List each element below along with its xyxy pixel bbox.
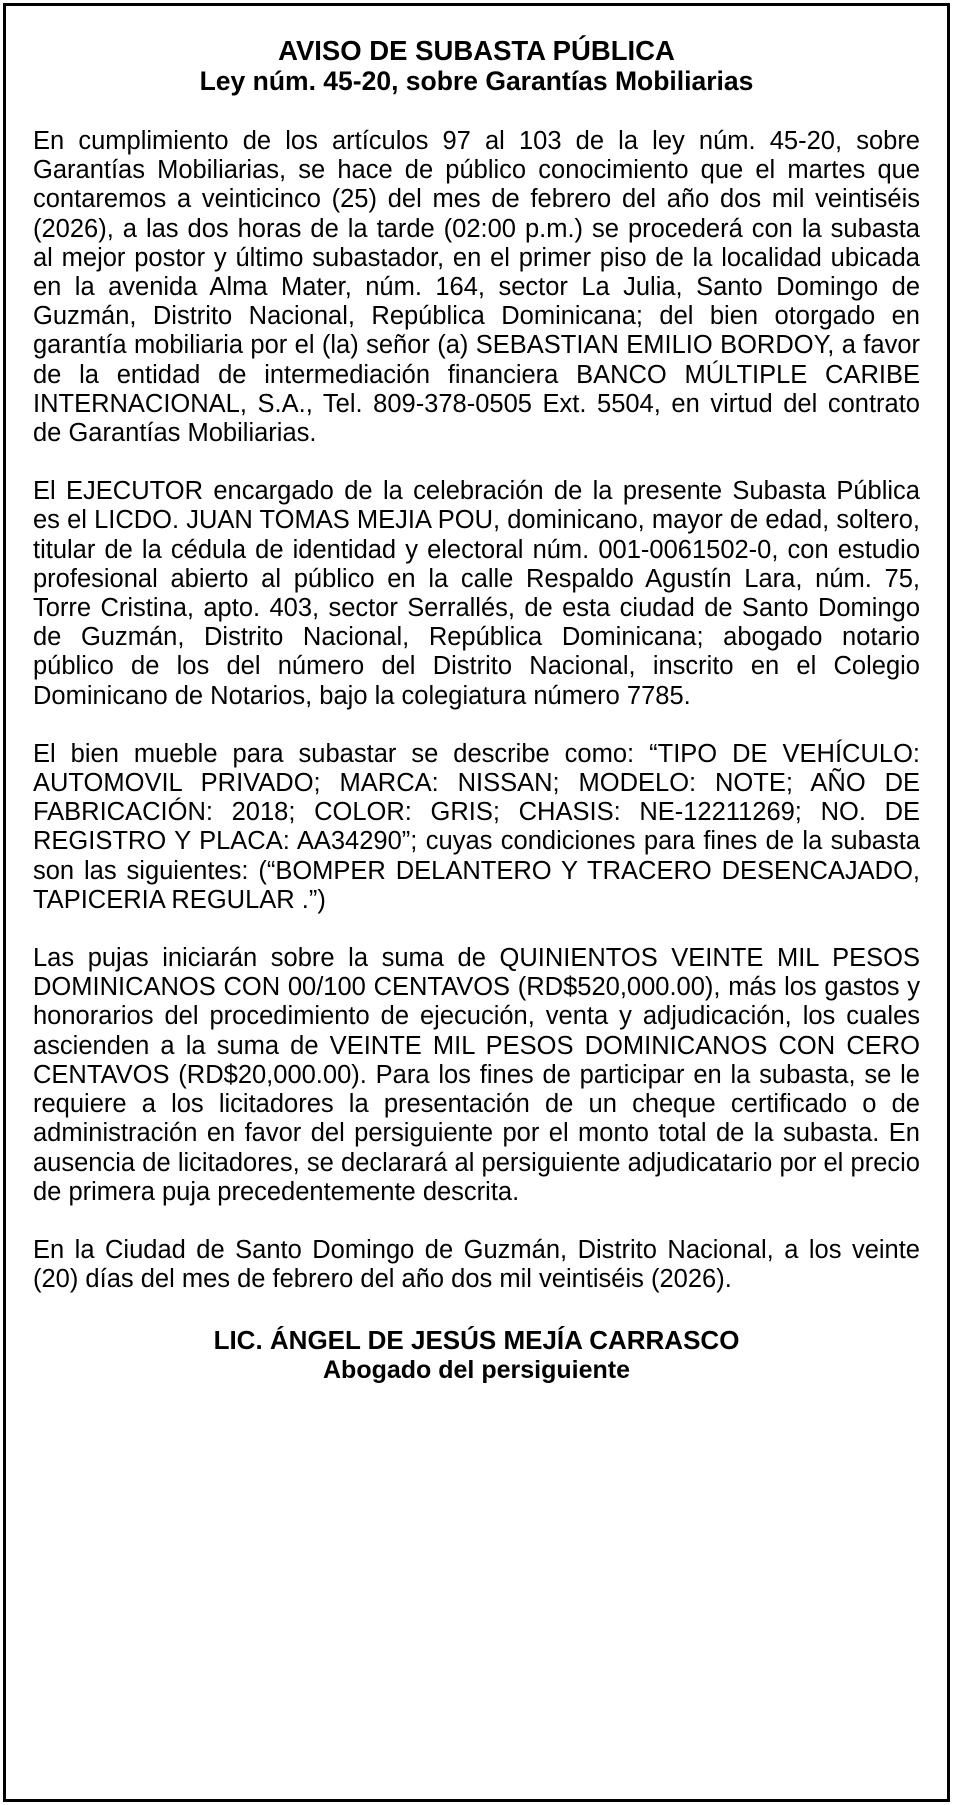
signature-name: LIC. ÁNGEL DE JESÚS MEJÍA CARRASCO [213,1325,740,1356]
paragraph-executor-details: El EJECUTOR encargado de la celebración de la presente Subasta Pública es el LICDO. JUAN TOMAS MEJIA POU, dominicano, mayor de edad, soltero, titular de la cédula de identidad y electoral núm. 001-0061502-0, con estudio profesional abierto al público en la calle Respaldo Agustín Lara, núm. 75, Torre Cristina, apto. 403, sector Serrallés, de esta ciudad de Santo Domingo de Guzmán, Distrito Nacional, República Dominicana; abogado notario público de los del número del Distrito Nacional, inscrito en el Colegio Dominicano de Notarios, bajo la colegiatura número 7785. [33,477,920,710]
signature-role: Abogado del persiguiente [323,1356,630,1385]
notice-title: AVISO DE SUBASTA PÚBLICA [278,35,675,66]
paragraph-date-place: En la Ciudad de Santo Domingo de Guzmán, Distrito Nacional, a los veinte (20) días del mes de febrero del año dos mil veintiséis (2026). [33,1235,920,1294]
paragraph-vehicle-description: El bien mueble para subastar se describe como: “TIPO DE VEHÍCULO: AUTOMOVIL PRIVADO; MARCA: NISSAN; MODELO: NOTE; AÑO DE FABRICACIÓN: 2018; COLOR: GRIS; CHASIS: NE-12211269; NO. DE REGISTRO Y PLACA: AA34290”; cuyas condiciones para fines de la subasta son las siguientes: (“BOMPER DELANTERO Y TRACERO DESENCAJADO, TAPICERIA REGULAR .”) [33,739,920,914]
signature-block [33,1325,920,1385]
paragraph-auction-announcement: En cumplimiento de los artículos 97 al 103 de la ley núm. 45-20, sobre Garantías Mobiliarias, se hace de público conocimiento que el martes que contaremos a veinticinco (25) del mes de febrero del año dos mil veintiséis (2026), a las dos horas de la tarde (02:00 p.m.) se procederá con la subasta al mejor postor y último subastador, en el primer piso de la localidad ubicada en la avenida Alma Mater, núm. 164, sector La Julia, Santo Domingo de Guzmán, Distrito Nacional, República Dominicana; del bien otorgado en garantía mobiliaria por el (la) señor (a) SEBASTIAN EMILIO BORDOY, a favor de la entidad de intermediación financiera BANCO MÚLTIPLE CARIBE INTERNACIONAL, S.A., Tel. 809-378-0505 Ext. 5504, en virtud del contrato de Garantías Mobiliarias. [33,127,920,448]
notice-page [3,3,950,1802]
paragraph-bidding-terms: Las pujas iniciarán sobre la suma de QUINIENTOS VEINTE MIL PESOS DOMINICANOS CON 00/100 CENTAVOS (RD$520,000.00), más los gastos y honorarios del procedimiento de ejecución, venta y adjudicación, los cuales ascienden a la suma de VEINTE MIL PESOS DOMINICANOS CON CERO CENTAVOS (RD$20,000.00). Para los fines de participar en la subasta, se le requiere a los licitadores la presentación de un cheque certificado o de administración en favor del persiguiente por el monto total de la subasta. En ausencia de licitadores, se declarará al persiguiente adjudicatario por el precio de primera puja precedentemente descrita. [33,944,920,1206]
notice-subtitle: Ley núm. 45-20, sobre Garantías Mobiliarias [199,66,754,96]
notice-header [33,36,920,96]
